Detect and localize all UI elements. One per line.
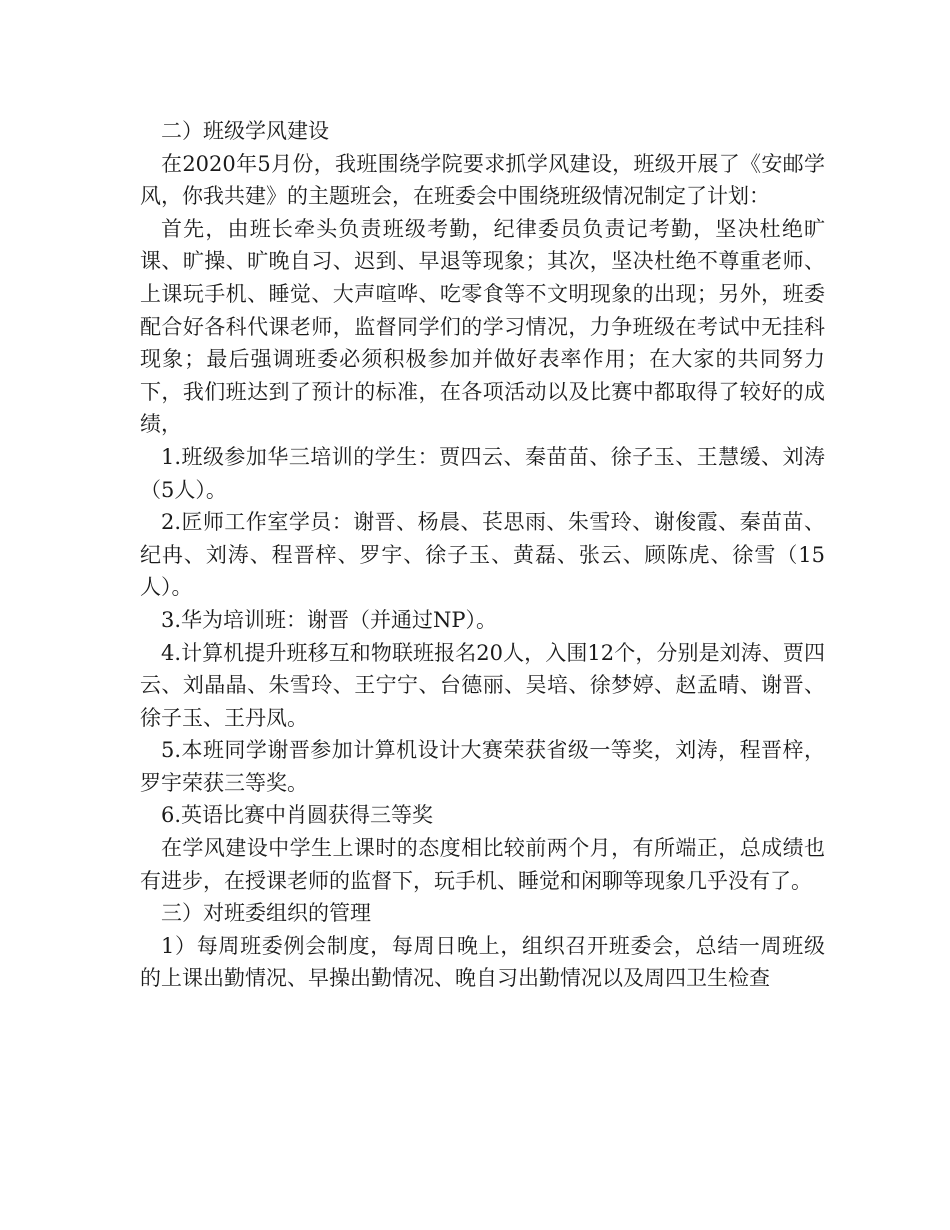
paragraph-summary: 在学风建设中学生上课时的态度相比较前两个月，有所端正，总成绩也有进步，在授课老师的监督下，玩手机、睡觉和闲聊等现象几乎没有了。	[140, 836, 825, 893]
section-heading-committee: 三）对班委组织的管理	[161, 901, 371, 926]
list-item-4: 4.计算机提升班移互和物联班报名20人，入围12个，分别是刘涛、贾四云、刘晶晶、朱雪玲、王宁宁、台德丽、吴培、徐梦婷、赵孟晴、谢晋、徐子玉、王丹凤。	[140, 640, 825, 730]
list-item-3: 3.华为培训班：谢晋（并通过NP）。	[161, 607, 498, 632]
document-page	[140, 115, 825, 995]
paragraph-intro: 在2020年5月份，我班围绕学院要求抓学风建设，班级开展了《安邮学风，你我共建》的主题班会，在班委会中围绕班级情况制定了计划：	[140, 151, 825, 209]
list-item-2: 2.匠师工作室学员：谢晋、杨晨、苌思雨、朱雪玲、谢俊霞、秦苗苗、纪冉、刘涛、程晋梓、罗宇、徐子玉、黄磊、张云、顾陈虎、徐雪（15人）。	[140, 510, 825, 600]
list-item-6: 6.英语比赛中肖圆获得三等奖	[161, 803, 434, 828]
paragraph-plan: 首先，由班长牵头负责班级考勤，纪律委员负责记考勤，坚决杜绝旷课、旷操、旷晚自习、迟到、早退等现象；其次，坚决杜绝不尊重老师、上课玩手机、睡觉、大声喧哗、吃零食等不文明现象的出现；另外，班委配合好各科代课老师，监督同学们的学习情况，力争班级在考试中无挂科现象；最后强调班委必须积极参加并做好表率作用；在大家的共同努力下，我们班达到了预计的标准，在各项活动以及比赛中都取得了较好的成绩，	[140, 216, 825, 437]
section-heading-study-style: 二）班级学风建设	[161, 119, 329, 143]
paragraph-weekly-meeting: 1）每周班委例会制度，每周日晚上，组织召开班委会，总结一周班级的上课出勤情况、早操出勤情况、晚自习出勤情况以及周四卫生检查	[140, 933, 825, 991]
list-item-5: 5.本班同学谢晋参加计算机设计大赛荣获省级一等奖，刘涛，程晋梓，罗宇荣获三等奖。	[140, 738, 825, 795]
list-item-1: 1.班级参加华三培训的学生：贾四云、秦苗苗、徐子玉、王慧缓、刘涛（5人）。	[140, 444, 825, 502]
